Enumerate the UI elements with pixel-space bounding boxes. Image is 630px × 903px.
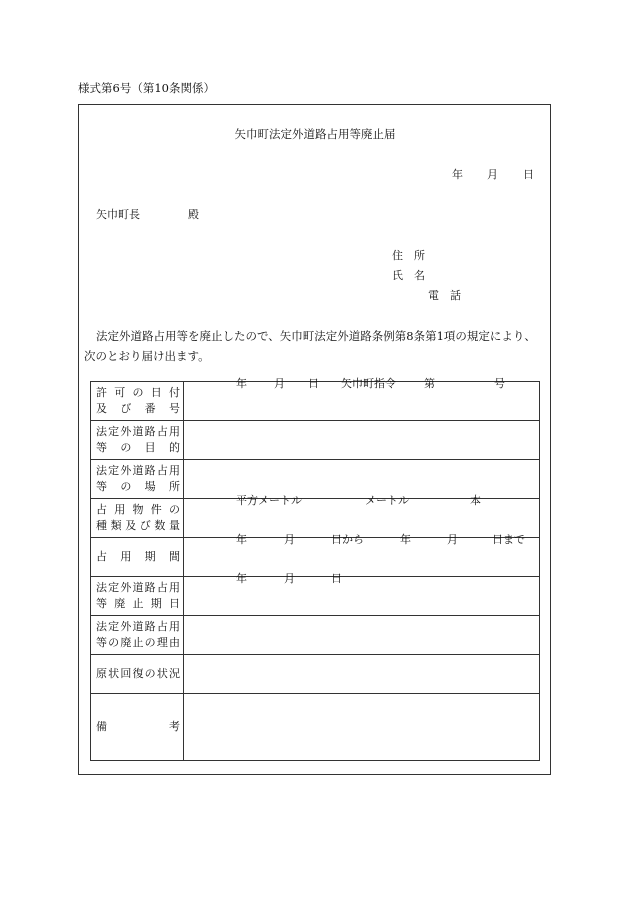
table-row <box>91 421 540 460</box>
purpose-field[interactable] <box>184 421 540 460</box>
addressee-honorific: 殿 <box>188 208 199 221</box>
body-text <box>84 326 544 366</box>
row-label-permit-date: 許可の日付 及び番号 <box>96 386 180 415</box>
notification-table <box>90 377 540 761</box>
table-row <box>91 655 540 694</box>
date-day: 日 <box>523 168 534 181</box>
applicant-name-label: 氏 名 <box>392 269 425 282</box>
applicant-address-label: 住 所 <box>392 249 425 262</box>
table-row <box>91 538 540 577</box>
date-year: 年 <box>452 168 463 181</box>
body-text-line-1: 法定外道路占用等を廃止したので、矢巾町法定外道路条例第8条第1項の規定により、 <box>96 329 536 343</box>
row-label-items: 占用物件の 種類及び数量 <box>96 503 180 532</box>
form-number-label: 様式第6号（第10条関係） <box>78 81 215 95</box>
remarks-field[interactable] <box>184 694 540 761</box>
row-label-remarks: 備考 <box>96 720 180 733</box>
body-text-line-2: 次のとおり届け出ます。 <box>84 349 210 363</box>
table-row <box>91 499 540 538</box>
table-row <box>91 616 540 655</box>
addressee-name: 矢巾町長 <box>96 208 140 221</box>
row-label-restoration: 原状回復の状況 <box>96 667 180 680</box>
table-row <box>91 694 540 761</box>
row-label-period: 占用期間 <box>96 550 180 563</box>
applicant-phone-label: 電 話 <box>428 289 461 302</box>
document-title: 矢巾町法定外道路占用等廃止届 <box>234 127 396 141</box>
row-label-abolition-date: 法定外道路占用 等廃止期日 <box>96 581 180 610</box>
permit-date-field[interactable]: 年 月 日 矢巾町指令 第 号 <box>184 382 540 421</box>
items-quantity-field[interactable]: 平方メートル メートル 本 <box>184 499 540 538</box>
reason-field[interactable] <box>184 616 540 655</box>
table-row <box>91 382 540 421</box>
row-label-location: 法定外道路占用 等の場所 <box>96 464 180 493</box>
date-month: 月 <box>487 168 498 181</box>
table-row <box>91 577 540 616</box>
row-label-reason: 法定外道路占用 等の廃止の理由 <box>96 620 180 649</box>
row-label-purpose: 法定外道路占用 等の目的 <box>96 425 180 454</box>
abolition-date-field[interactable]: 年 月 日 <box>184 577 540 616</box>
period-field[interactable]: 年 月 日から 年 月 日まで <box>184 538 540 577</box>
restoration-field[interactable] <box>184 655 540 694</box>
